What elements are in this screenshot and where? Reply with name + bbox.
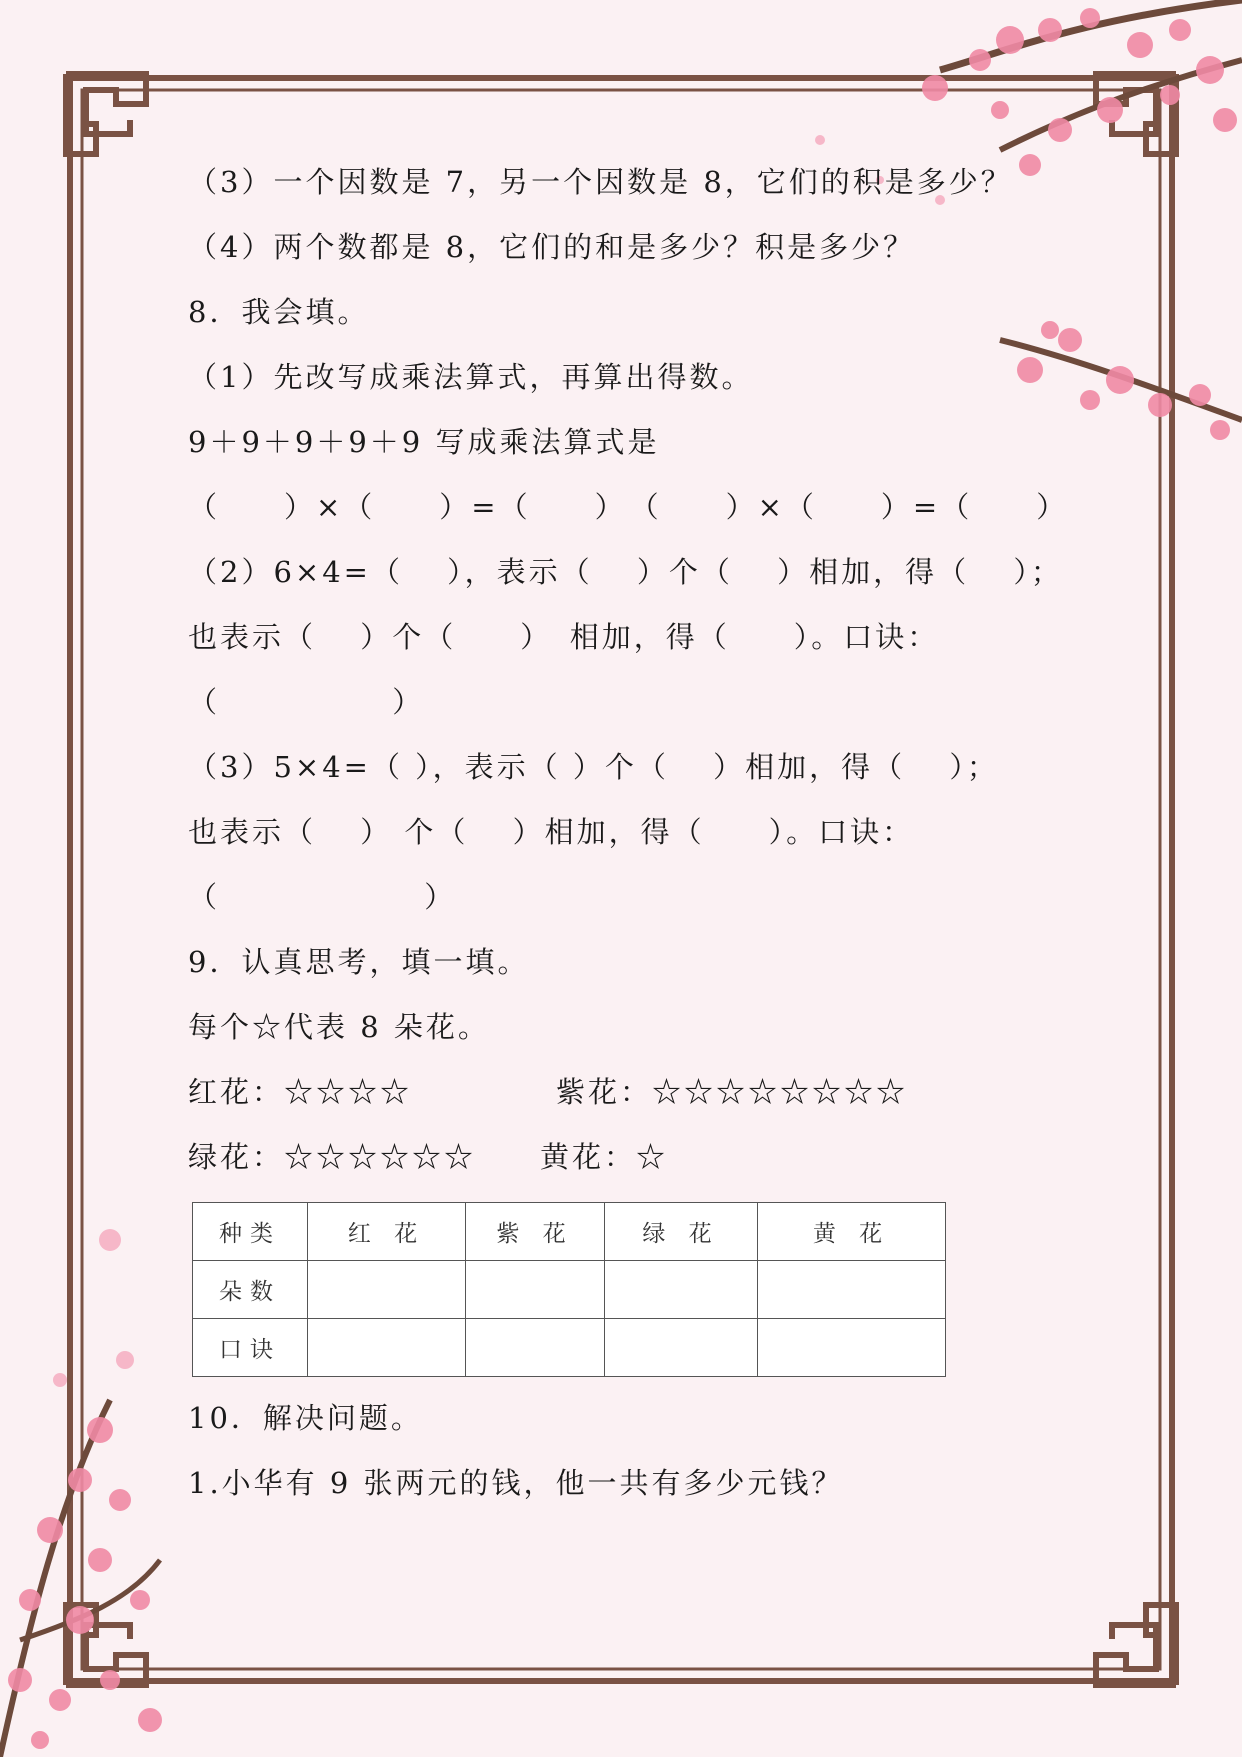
table-header: 种类	[193, 1203, 308, 1261]
question-7-4: （4）两个数都是 8，它们的和是多少？积是多少？	[188, 230, 916, 264]
table-cell	[758, 1319, 946, 1377]
table-cell	[308, 1261, 466, 1319]
question-8-1: （1）先改写成乘法算式，再算出得数。	[188, 360, 754, 394]
table-row-label: 朵数	[193, 1261, 308, 1319]
green-flower-stars: 绿花：☆☆☆☆☆☆	[188, 1140, 477, 1174]
table-header: 紫 花	[466, 1203, 605, 1261]
table-cell	[466, 1319, 605, 1377]
cherry-blossom-icon	[1000, 321, 1242, 440]
question-10-1: 1.小华有 9 张两元的钱，他一共有多少元钱？	[188, 1466, 844, 1500]
question-8-1-blanks: （ ）×（ ）=（ ） （ ）×（ ）=（ ）	[188, 490, 1069, 524]
yellow-flower-stars: 黄花：☆	[540, 1140, 669, 1174]
red-flower-stars: 红花：☆☆☆☆	[188, 1075, 413, 1109]
flower-count-table	[192, 1202, 946, 1377]
table-cell	[758, 1261, 946, 1319]
table-row	[193, 1319, 946, 1377]
table-cell	[605, 1261, 758, 1319]
star-legend: 每个☆代表 8 朵花。	[188, 1010, 490, 1044]
question-8-3-rhyme: （ ）	[188, 880, 457, 914]
question-8-2-rhyme: （ ）	[188, 685, 425, 719]
table-cell	[605, 1319, 758, 1377]
section-8-title: 8．我会填。	[188, 295, 370, 329]
table-header-row	[193, 1203, 946, 1261]
question-8-1-expression: 9＋9＋9＋9＋9 写成乘法算式是	[188, 425, 660, 459]
question-8-3-cont: 也表示（ ） 个（ ）相加，得（ ）。口诀：	[188, 815, 915, 849]
section-10-title: 10．解决问题。	[188, 1401, 423, 1435]
table-header: 绿 花	[605, 1203, 758, 1261]
question-8-3: （3）5×4=（ ），表示（ ）个（ ）相加，得（ ）；	[188, 750, 999, 784]
table-cell	[466, 1261, 605, 1319]
question-8-2-cont: 也表示（ ）个（ ） 相加，得（ ）。口诀：	[188, 620, 940, 654]
table-header: 红 花	[308, 1203, 466, 1261]
table-row	[193, 1261, 946, 1319]
table-row-label: 口诀	[193, 1319, 308, 1377]
table-cell	[308, 1319, 466, 1377]
question-7-3: （3）一个因数是 7，另一个因数是 8，它们的积是多少？	[188, 165, 1013, 199]
question-8-2: （2）6×4=（ ），表示（ ）个（ ）相加，得（ ）；	[188, 555, 1063, 589]
table-header: 黄 花	[758, 1203, 946, 1261]
section-9-title: 9．认真思考，填一填。	[188, 945, 530, 979]
purple-flower-stars: 紫花：☆☆☆☆☆☆☆☆	[556, 1075, 909, 1109]
